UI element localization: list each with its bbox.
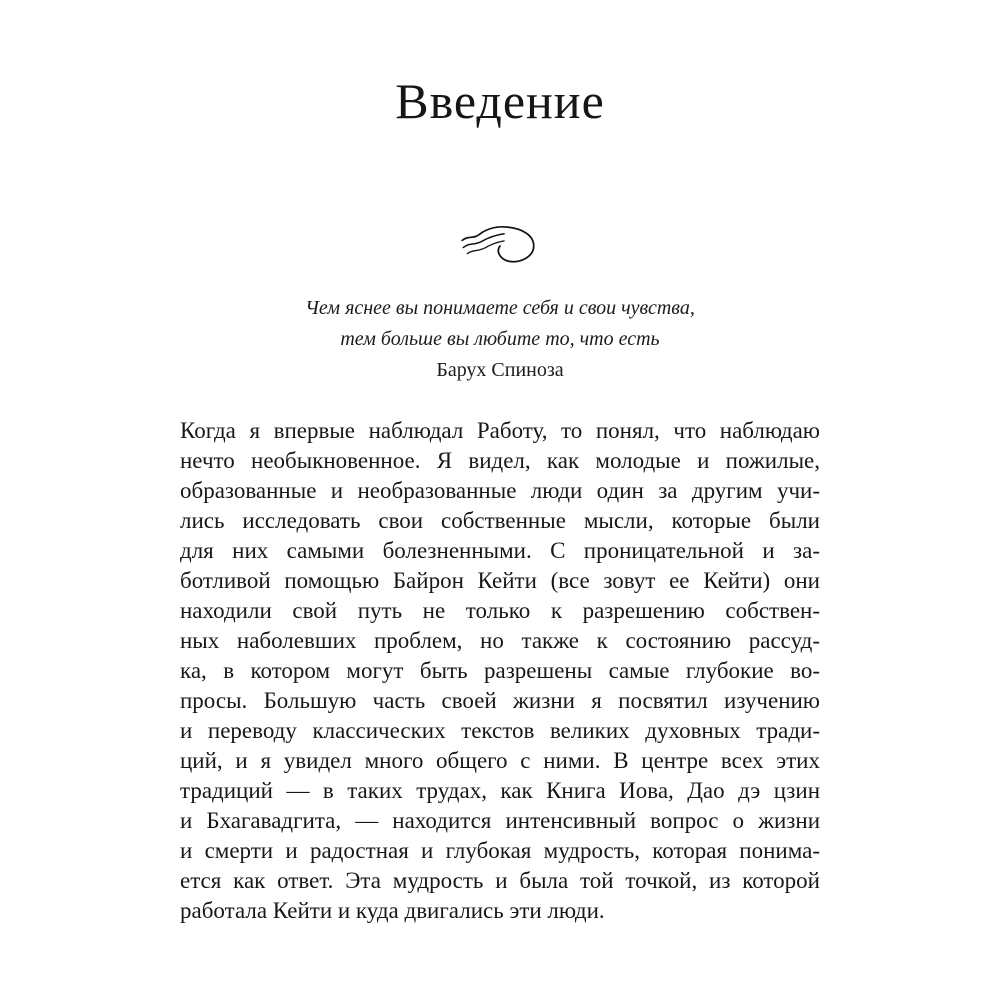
- chapter-title: Введение: [395, 73, 605, 129]
- epigraph-line: тем больше вы любите то, что есть: [340, 328, 660, 350]
- body-text-line: образованные и необразованные люди один за другим учи-: [180, 478, 820, 503]
- wave-flourish-icon: [458, 256, 542, 273]
- body-text-line: нечто необыкновенное. Я видел, как молодые и пожилые,: [180, 448, 820, 473]
- body-text-line: находили свой путь не только к разрешению собствен-: [180, 598, 820, 623]
- body-text-line: традиций — в таких трудах, как Книга Иова, Дао дэ цзин: [180, 778, 820, 803]
- body-text-line: ных наболевших проблем, но также к состоянию рассуд-: [180, 628, 820, 653]
- body-text-line: ботливой помощью Байрон Кейти (все зовут ее Кейти) они: [180, 568, 820, 593]
- body-text-line: и переводу классических текстов великих духовных тради-: [180, 718, 820, 743]
- body-text-line: лись исследовать свои собственные мысли, которые были: [180, 508, 820, 533]
- epigraph-attribution: Барух Спиноза: [436, 359, 564, 381]
- body-paragraph: [180, 416, 820, 926]
- ornament-container: [0, 223, 1000, 269]
- body-text-line: ка, в котором могут быть разрешены самые глубокие во-: [180, 658, 820, 683]
- epigraph-line: Чем яснее вы понимаете себя и свои чувства,: [305, 297, 695, 319]
- body-text-line: для них самыми болезненными. С проницательной и за-: [180, 538, 820, 563]
- epigraph-lines: [0, 293, 1000, 355]
- body-text-line: и смерти и радостная и глубокая мудрость, которая понима-: [180, 838, 820, 863]
- epigraph: [0, 293, 1000, 386]
- body-text-line: Когда я впервые наблюдал Работу, то понял, что наблюдаю: [180, 418, 820, 443]
- body-text-line: и Бхагавадгита, — находится интенсивный вопрос о жизни: [180, 808, 820, 833]
- body-text-line: ций, и я увидел много общего с ними. В центре всех этих: [180, 748, 820, 773]
- body-text-line: работала Кейти и куда двигались эти люди.: [180, 898, 605, 923]
- body-text-line: ется как ответ. Эта мудрость и была той точкой, из которой: [180, 868, 820, 893]
- body-text-line: просы. Большую часть своей жизни я посвятил изучению: [180, 688, 820, 713]
